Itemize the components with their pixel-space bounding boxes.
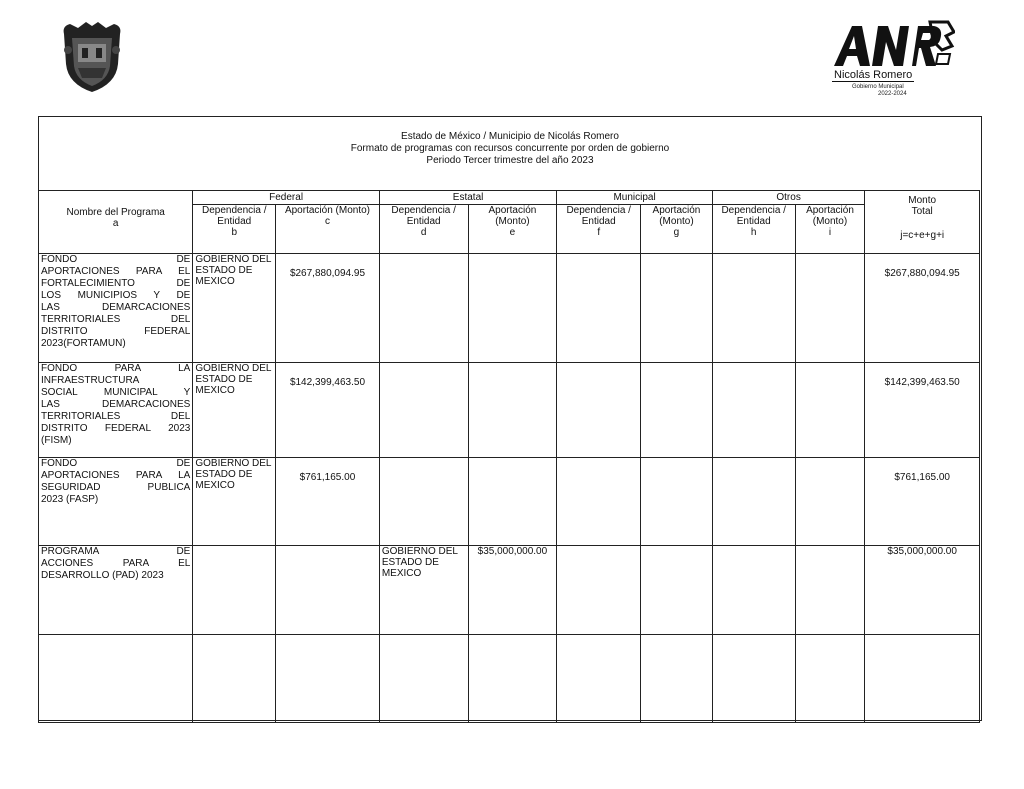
total-formula: j=c+e+g+i xyxy=(900,230,945,241)
federal-entity xyxy=(193,546,276,635)
group-estatal: Estatal xyxy=(379,191,557,205)
sub-aportacion-municipal: Aportación (Monto) g xyxy=(641,205,713,254)
total-amount: $35,000,000.00 xyxy=(865,546,980,635)
sub-dependencia-municipal: Dependencia / Entidad f xyxy=(557,205,641,254)
total-amount: $142,399,463.50 xyxy=(865,363,980,458)
monto-label: Monto xyxy=(908,195,937,206)
estatal-entity xyxy=(379,254,468,363)
estatal-entity xyxy=(379,458,468,546)
sub-aportacion-otros: Aportación (Monto) i xyxy=(795,205,865,254)
table-row xyxy=(39,458,980,546)
program-name: PROGRAMA DE ACCIONES PARA EL DESARROLLO (PAD) 2023 xyxy=(39,546,193,635)
program-name: FONDO DE APORTACIONES PARA LA SEGURIDAD PUBLICA 2023 (FASP) xyxy=(39,458,193,546)
table-row xyxy=(39,363,980,458)
total-amount: $761,165.00 xyxy=(865,458,980,546)
header-format-title: Formato de programas con recursos concurrente por orden de gobierno xyxy=(350,143,670,154)
sub-dependencia-federal: Dependencia / Entidad b xyxy=(193,205,276,254)
sub-dependencia-otros: Dependencia / Entidad h xyxy=(712,205,795,254)
header-period: Periodo Tercer trimestre del año 2023 xyxy=(426,155,594,166)
total-label: Total xyxy=(911,206,933,217)
logo-period: 2022-2024 xyxy=(878,91,907,97)
coat-of-arms-logo xyxy=(58,20,126,94)
estatal-entity: GOBIERNO DEL ESTADO DE MEXICO xyxy=(379,546,468,635)
federal-entity: GOBIERNO DEL ESTADO DE MEXICO xyxy=(193,363,276,458)
logo-subtitle: Gobierno Municipal xyxy=(852,84,904,90)
table-row xyxy=(39,546,980,635)
col-total-header xyxy=(865,191,980,254)
estatal-amount xyxy=(468,363,557,458)
federal-amount: $267,880,094.95 xyxy=(276,254,380,363)
federal-amount xyxy=(276,546,380,635)
total-amount: $267,880,094.95 xyxy=(865,254,980,363)
program-name: FONDO DE APORTACIONES PARA EL FORTALECIMIENTO DE LOS MUNICIPIOS Y DE LAS DEMARCACIONES TERRITORIALES DEL DISTRITO FEDERAL 2023(FORTAMUN) xyxy=(39,254,193,363)
sub-aportacion-federal: Aportación (Monto) c xyxy=(276,205,380,254)
estatal-entity xyxy=(379,363,468,458)
sub-aportacion-estatal: Aportación (Monto) e xyxy=(468,205,557,254)
table-row-empty xyxy=(39,635,980,723)
header-state-municipality: Estado de México / Municipio de Nicolás Romero xyxy=(401,131,619,142)
estatal-amount xyxy=(468,458,557,546)
municipality-logo xyxy=(830,20,955,118)
federal-entity: GOBIERNO DEL ESTADO DE MEXICO xyxy=(193,254,276,363)
group-otros: Otros xyxy=(712,191,865,205)
federal-amount: $761,165.00 xyxy=(276,458,380,546)
group-municipal: Municipal xyxy=(557,191,713,205)
col-program-letter: a xyxy=(112,218,119,229)
program-name: FONDO PARA LA INFRAESTRUCTURA SOCIAL MUNICIPAL Y LAS DEMARCACIONES TERRITORIALES DEL DISTRITO FEDERAL 2023 (FISM) xyxy=(39,363,193,458)
federal-entity: GOBIERNO DEL ESTADO DE MEXICO xyxy=(193,458,276,546)
col-program-header xyxy=(39,191,193,254)
programs-table xyxy=(38,190,980,723)
estatal-amount xyxy=(468,254,557,363)
report-frame xyxy=(38,116,982,721)
estatal-amount: $35,000,000.00 xyxy=(468,546,557,635)
group-federal: Federal xyxy=(193,191,379,205)
federal-amount: $142,399,463.50 xyxy=(276,363,380,458)
table-row xyxy=(39,254,980,363)
report-header xyxy=(39,131,981,167)
sub-dependencia-estatal: Dependencia / Entidad d xyxy=(379,205,468,254)
col-program-label: Nombre del Programa xyxy=(66,207,165,218)
logo-name: Nicolás Romero xyxy=(834,69,913,81)
